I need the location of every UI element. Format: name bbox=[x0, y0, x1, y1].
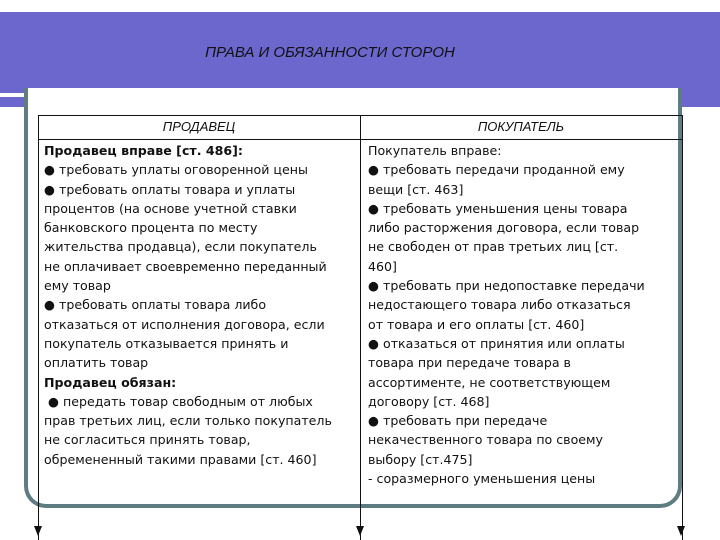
buyer-text-line: некачественного товара по своему bbox=[368, 432, 604, 448]
buyer-text-line: Покупатель вправе: bbox=[368, 143, 502, 158]
buyer-text-line: недостающего товара либо отказаться bbox=[368, 297, 631, 313]
buyer-text-line: - соразмерного уменьшения цены bbox=[368, 471, 596, 487]
seller-text-line: Продавец вправе [ст. 486]: bbox=[44, 143, 243, 158]
column-divider bbox=[360, 115, 361, 540]
buyer-text-line: ● отказаться от принятия или оплаты bbox=[368, 335, 625, 351]
page-title: ПРАВА И ОБЯЗАННОСТИ СТОРОН bbox=[205, 44, 455, 61]
seller-text-line: прав третьих лиц, если только покупатель bbox=[44, 413, 332, 429]
seller-text-line: ● передать товар свободным от любых bbox=[44, 393, 313, 409]
seller-text-line: не согласиться принять товар, bbox=[44, 432, 251, 448]
arrow-down-icon bbox=[677, 526, 685, 536]
buyer-text-line: ● требовать передачи проданной ему bbox=[368, 162, 625, 178]
buyer-text-line: 460] bbox=[368, 258, 397, 274]
buyer-text-line: ассортименте, не соответствующем bbox=[368, 374, 611, 390]
buyer-text-line: ● требовать при недопоставке передачи bbox=[368, 278, 645, 294]
seller-text-line: оплатить товар bbox=[44, 355, 149, 371]
seller-text-line: Продавец обязан: bbox=[44, 374, 177, 390]
seller-text-line: покупатель отказывается принять и bbox=[44, 335, 289, 351]
buyer-text-line: ● требовать при передаче bbox=[368, 413, 548, 429]
buyer-text-line: вещи [ст. 463] bbox=[368, 181, 464, 197]
seller-text-line: обремененный такими правами [ст. 460] bbox=[44, 451, 317, 467]
buyer-text-line: либо расторжения договора, если товар bbox=[368, 220, 640, 236]
seller-column-text bbox=[44, 141, 332, 469]
seller-column-header: ПРОДАВЕЦ bbox=[162, 119, 236, 134]
buyer-column-header: ПОКУПАТЕЛЬ bbox=[477, 119, 565, 134]
arrow-down-icon bbox=[34, 526, 42, 536]
buyer-column-text bbox=[368, 141, 645, 488]
seller-text-line: отказаться от исполнения договора, если bbox=[44, 316, 325, 332]
seller-text-line: ● требовать оплаты товара либо bbox=[44, 297, 267, 313]
seller-text-line: не оплачивает своевременно переданный bbox=[44, 258, 327, 274]
buyer-text-line: ● требовать уменьшения цены товара bbox=[368, 200, 628, 216]
seller-text-line: жительства продавца), если покупатель bbox=[44, 239, 317, 255]
buyer-text-line: от товара и его оплаты [ст. 460] bbox=[368, 316, 585, 332]
buyer-text-line: не свободен от прав третьих лиц [ст. bbox=[368, 239, 619, 255]
seller-text-line: ему товар bbox=[44, 278, 111, 294]
seller-text-line: ● требовать уплаты оговоренной цены bbox=[44, 162, 308, 178]
buyer-text-line: товара при передаче товара в bbox=[368, 355, 571, 371]
buyer-text-line: договору [ст. 468] bbox=[368, 393, 490, 409]
seller-text-line: ● требовать оплаты товара и уплаты bbox=[44, 181, 296, 197]
seller-text-line: процентов (на основе учетной ставки bbox=[44, 200, 297, 216]
buyer-text-line: выбору [ст.475] bbox=[368, 451, 473, 467]
arrow-down-icon bbox=[356, 526, 364, 536]
seller-text-line: банковского процента по месту bbox=[44, 220, 258, 236]
